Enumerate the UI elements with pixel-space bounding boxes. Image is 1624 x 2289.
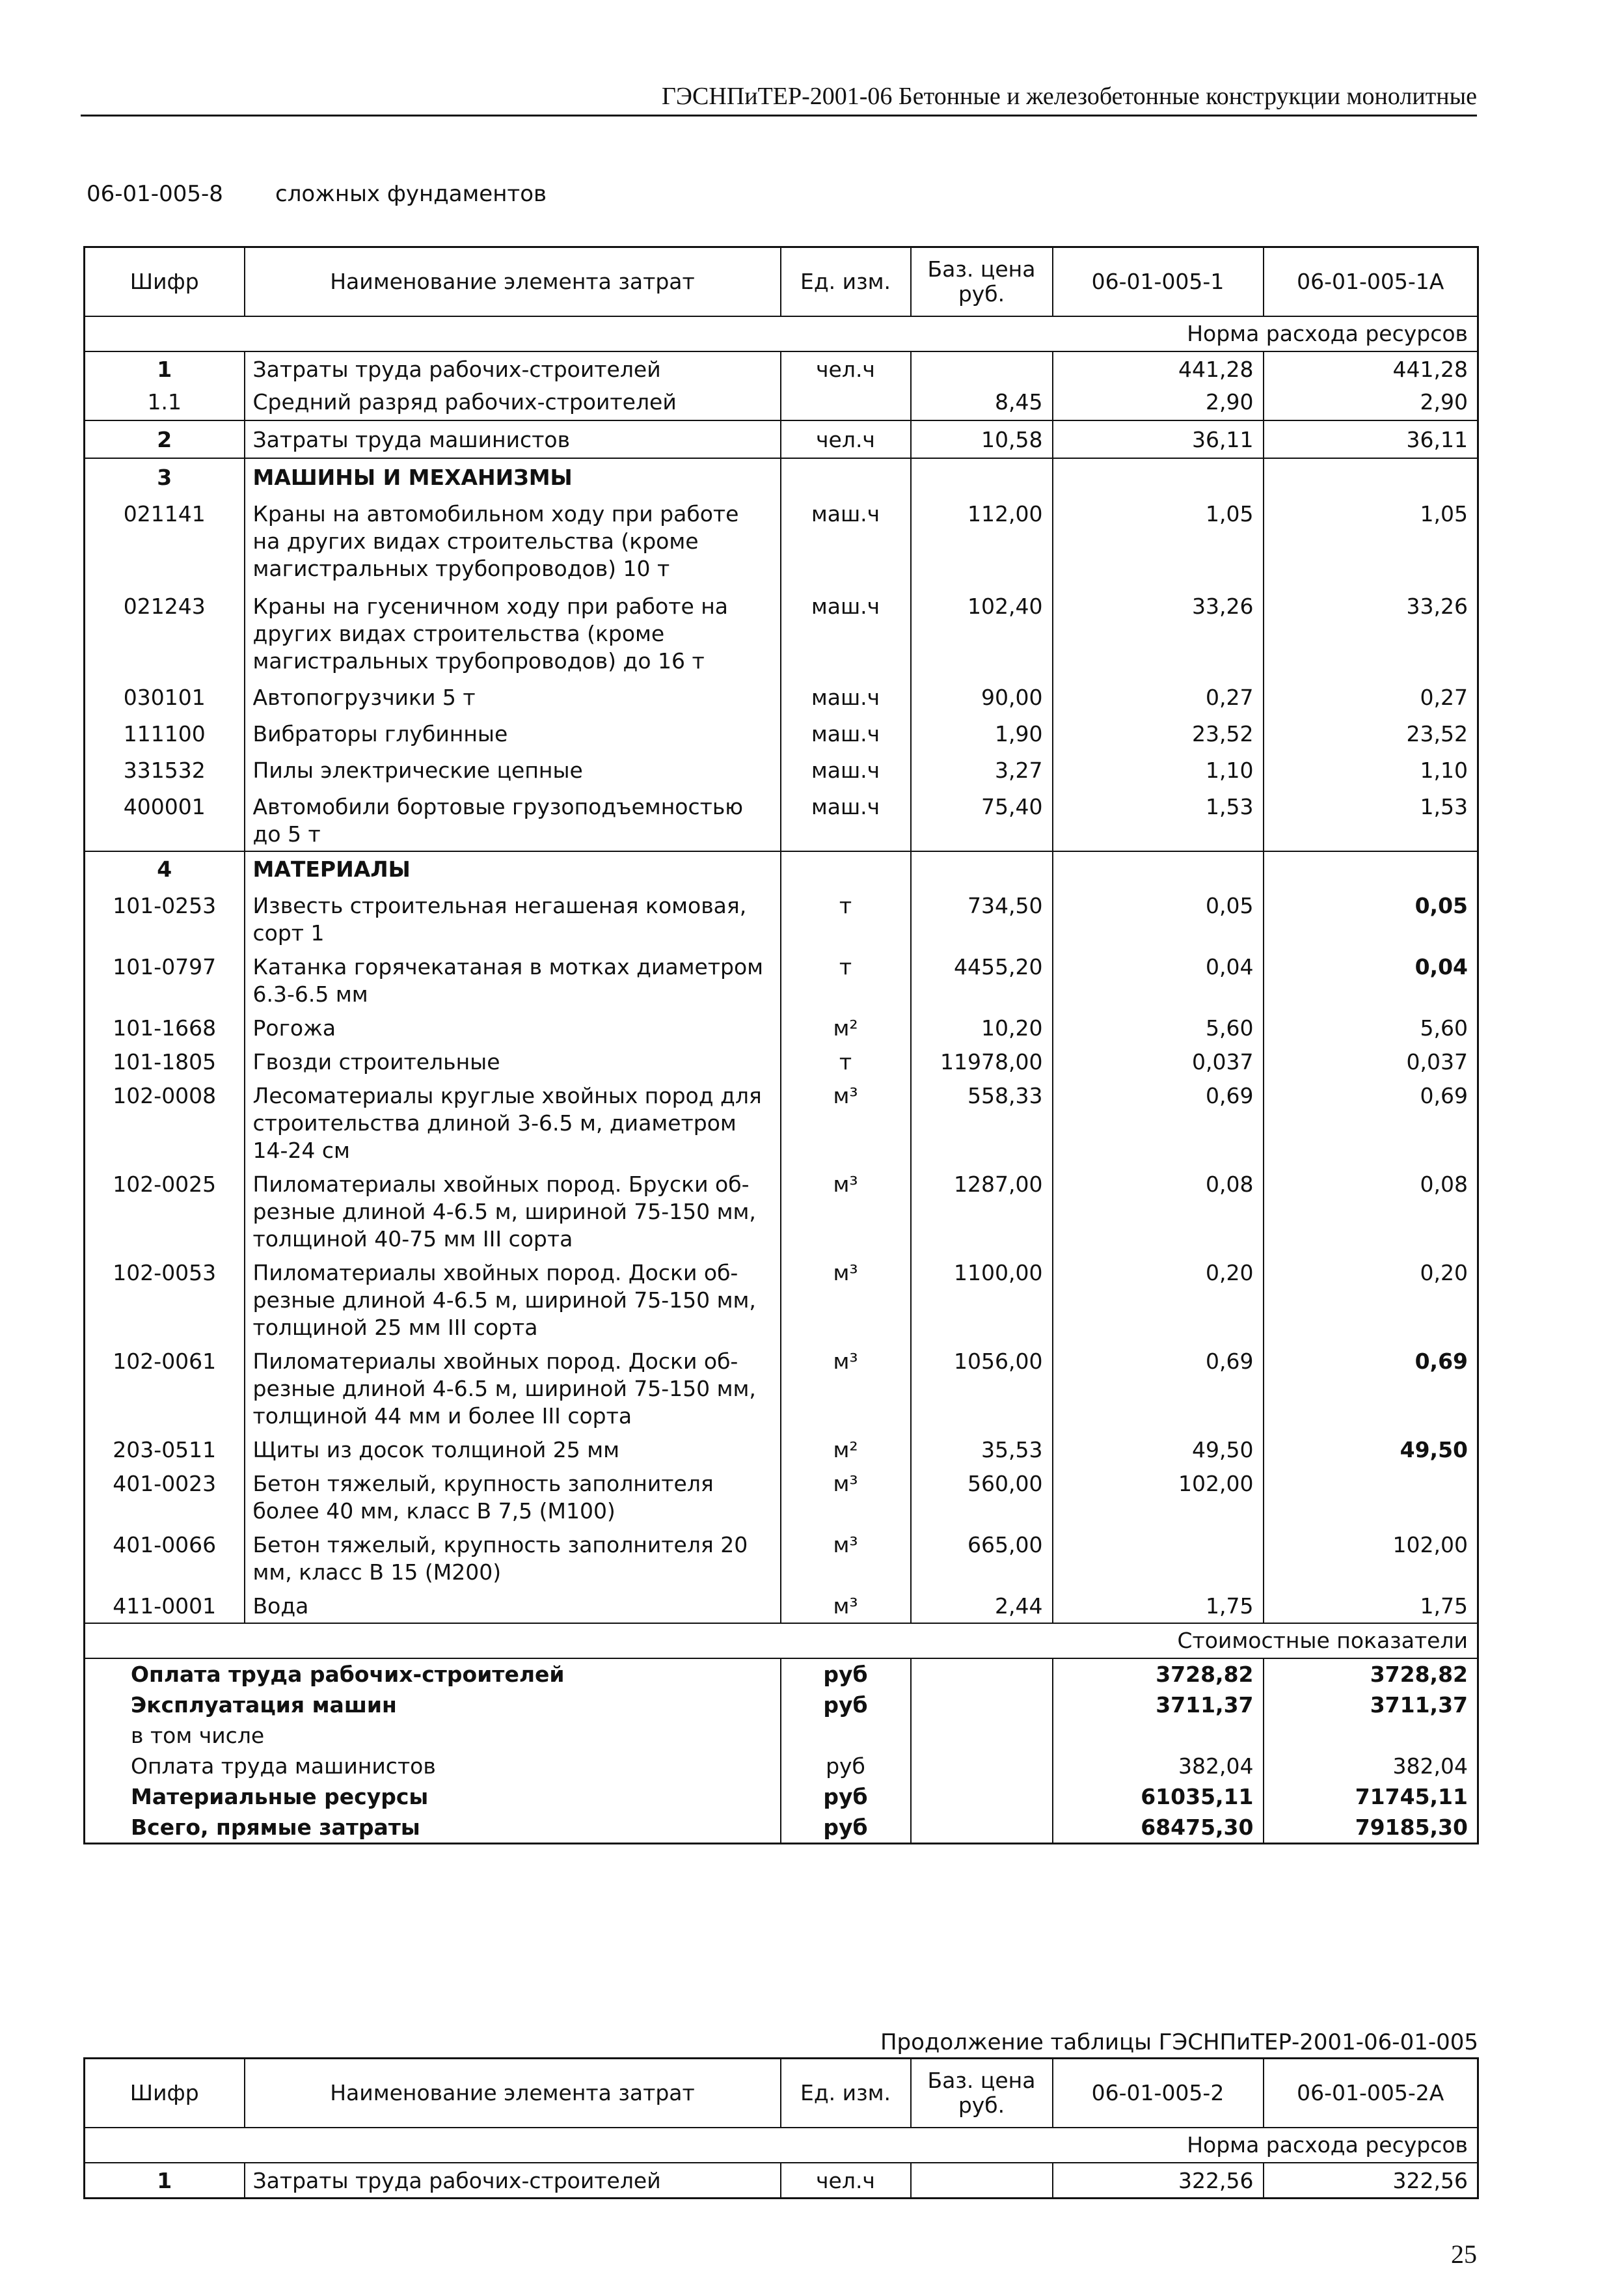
cell-v1: 36,11 bbox=[1053, 420, 1264, 458]
summary-unit: руб bbox=[781, 1658, 911, 1690]
cell-unit: чел.ч bbox=[781, 2163, 911, 2199]
cell-code: 101-1668 bbox=[113, 1015, 217, 1041]
page-header bbox=[81, 77, 1477, 117]
cell-unit: маш.ч bbox=[781, 754, 911, 791]
cell-v1 bbox=[1053, 1528, 1264, 1589]
cell-v2: 49,50 bbox=[1264, 1432, 1478, 1466]
summary-row bbox=[85, 1720, 1478, 1751]
resource-table bbox=[83, 246, 1479, 1844]
cell-v1: 0,04 bbox=[1053, 950, 1264, 1011]
cell-name: Пилы электрические цепные bbox=[245, 754, 781, 791]
cell-unit: маш.ч bbox=[781, 791, 911, 851]
cell-code: 401-0066 bbox=[113, 1532, 217, 1557]
cell-name: Автомобили бортовые грузоподъемностью до 5 т bbox=[245, 791, 781, 851]
summary-row bbox=[85, 1751, 1478, 1781]
cell-v2: 5,60 bbox=[1264, 1011, 1478, 1045]
cell-name: Краны на автомобильном ходу при работе на других видах строительства (кроме магистральных трубопроводов) 10 т bbox=[245, 497, 781, 589]
cell-unit: м² bbox=[781, 1432, 911, 1466]
cell-v2 bbox=[1264, 1466, 1478, 1528]
summary-v2 bbox=[1264, 1720, 1478, 1751]
summary-v2: 3728,82 bbox=[1264, 1658, 1478, 1690]
cell-v2: 1,53 bbox=[1264, 791, 1478, 851]
cell-name: Вода bbox=[245, 1589, 781, 1623]
cell-price: 1287,00 bbox=[911, 1167, 1053, 1255]
cell-price: 1056,00 bbox=[911, 1344, 1053, 1432]
cell-v1: 49,50 bbox=[1053, 1432, 1264, 1466]
cell-v2: 23,52 bbox=[1264, 718, 1478, 754]
table-row bbox=[85, 754, 1478, 791]
cell-v1: 2,90 bbox=[1053, 386, 1264, 420]
summary-unit: руб bbox=[781, 1690, 911, 1720]
cell-code: 030101 bbox=[123, 685, 206, 710]
summary-row bbox=[85, 1690, 1478, 1720]
cell-price: 560,00 bbox=[911, 1466, 1053, 1528]
cell-v2: 322,56 bbox=[1264, 2163, 1478, 2199]
cell-v1: 0,69 bbox=[1053, 1344, 1264, 1432]
summary-label: Оплата труда машинистов bbox=[131, 1753, 436, 1779]
cell-name: Краны на гусеничном ходу при работе на других видах строительства (кроме магистральных трубопроводов) до 16 т bbox=[245, 589, 781, 681]
cell-v2: 441,28 bbox=[1264, 351, 1478, 386]
table-row bbox=[85, 1528, 1478, 1589]
cell-v1: 33,26 bbox=[1053, 589, 1264, 681]
cell-name: Пиломатериалы хвойных пород. Бруски об-резные длиной 4-6.5 м, шириной 75-150 мм, толщиной 40-75 мм III сорта bbox=[245, 1167, 781, 1255]
cell-unit bbox=[781, 386, 911, 420]
cell-unit: маш.ч bbox=[781, 718, 911, 754]
cell-name: Вибраторы глубинные bbox=[245, 718, 781, 754]
cell-code: 1 bbox=[157, 357, 172, 382]
summary-empty bbox=[911, 1812, 1053, 1844]
cell-unit: м³ bbox=[781, 1589, 911, 1623]
table-row bbox=[85, 791, 1478, 851]
cell-v2: 0,69 bbox=[1264, 1344, 1478, 1432]
summary-row bbox=[85, 1658, 1478, 1690]
summary-row bbox=[85, 1812, 1478, 1844]
summary-unit: руб bbox=[781, 1781, 911, 1812]
table-row bbox=[85, 1255, 1478, 1344]
summary-label: Эксплуатация машин bbox=[131, 1692, 397, 1718]
cost-label: Стоимостные показатели bbox=[85, 1623, 1478, 1658]
cell-code: 101-1805 bbox=[113, 1049, 217, 1075]
cell-name: МАТЕРИАЛЫ bbox=[245, 851, 781, 888]
cell-v1: 0,05 bbox=[1053, 888, 1264, 950]
summary-v2: 382,04 bbox=[1264, 1751, 1478, 1781]
table-row bbox=[85, 458, 1478, 497]
summary-unit: руб bbox=[781, 1751, 911, 1781]
table-row bbox=[85, 681, 1478, 718]
cell-code: 1.1 bbox=[85, 386, 245, 420]
cell-price: 10,20 bbox=[911, 1011, 1053, 1045]
section-title bbox=[87, 181, 547, 207]
table-row bbox=[85, 420, 1478, 458]
summary-empty bbox=[911, 1751, 1053, 1781]
norm-label: Норма расхода ресурсов bbox=[85, 2128, 1478, 2163]
summary-label: Всего, прямые затраты bbox=[131, 1815, 420, 1840]
cell-unit: маш.ч bbox=[781, 497, 911, 589]
cell-v2: 0,08 bbox=[1264, 1167, 1478, 1255]
cell-code: 331532 bbox=[123, 758, 206, 783]
cell-v1: 1,05 bbox=[1053, 497, 1264, 589]
cell-name: Средний разряд рабочих-строителей bbox=[245, 386, 781, 420]
cell-v1: 0,20 bbox=[1053, 1255, 1264, 1344]
cell-v1: 1,75 bbox=[1053, 1589, 1264, 1623]
column-header-unit: Ед. изм. bbox=[781, 247, 911, 317]
cell-v2: 0,69 bbox=[1264, 1078, 1478, 1167]
cell-price bbox=[911, 351, 1053, 386]
page-number: 25 bbox=[1451, 2240, 1477, 2269]
cell-price: 734,50 bbox=[911, 888, 1053, 950]
column-header-price: Баз. цена руб. bbox=[911, 247, 1053, 317]
table-row bbox=[85, 1432, 1478, 1466]
section-name: сложных фундаментов bbox=[275, 181, 547, 207]
cell-v2: 0,05 bbox=[1264, 888, 1478, 950]
cell-v2: 0,27 bbox=[1264, 681, 1478, 718]
cell-v2: 1,75 bbox=[1264, 1589, 1478, 1623]
cell-price: 102,40 bbox=[911, 589, 1053, 681]
cell-name: Затраты труда рабочих-строителей bbox=[245, 351, 781, 386]
cell-v1 bbox=[1053, 458, 1264, 497]
cell-price: 75,40 bbox=[911, 791, 1053, 851]
summary-empty bbox=[911, 1720, 1053, 1751]
cell-code: 102-0025 bbox=[113, 1172, 217, 1197]
cell-code: 411-0001 bbox=[85, 1589, 245, 1623]
cell-price bbox=[911, 458, 1053, 497]
table-row bbox=[85, 386, 1478, 420]
cell-unit: м³ bbox=[781, 1344, 911, 1432]
cell-name: Затраты труда рабочих-строителей bbox=[245, 2163, 781, 2199]
summary-v1: 61035,11 bbox=[1053, 1781, 1264, 1812]
summary-v1: 382,04 bbox=[1053, 1751, 1264, 1781]
cell-v2: 1,10 bbox=[1264, 754, 1478, 791]
cell-unit: т bbox=[781, 950, 911, 1011]
summary-label: Материальные ресурсы bbox=[131, 1784, 429, 1809]
cell-unit: м³ bbox=[781, 1078, 911, 1167]
cell-price: 558,33 bbox=[911, 1078, 1053, 1167]
summary-v1: 3728,82 bbox=[1053, 1658, 1264, 1690]
cell-price: 665,00 bbox=[911, 1528, 1053, 1589]
cell-code: 400001 bbox=[85, 791, 245, 851]
summary-v1: 68475,30 bbox=[1053, 1812, 1264, 1844]
cell-code: 401-0023 bbox=[113, 1471, 217, 1496]
cell-price: 112,00 bbox=[911, 497, 1053, 589]
table-row bbox=[85, 1466, 1478, 1528]
cell-v2: 33,26 bbox=[1264, 589, 1478, 681]
cell-name: Гвозди строительные bbox=[245, 1045, 781, 1078]
cell-code: 102-0061 bbox=[113, 1349, 217, 1374]
cell-v2: 2,90 bbox=[1264, 386, 1478, 420]
cell-name: Бетон тяжелый, крупность заполнителя более 40 мм, класс В 7,5 (М100) bbox=[245, 1466, 781, 1528]
cell-price: 11978,00 bbox=[911, 1045, 1053, 1078]
cell-unit bbox=[781, 458, 911, 497]
column-header-v1: 06-01-005-1 bbox=[1053, 247, 1264, 317]
summary-unit bbox=[781, 1720, 911, 1751]
column-header-unit: Ед. изм. bbox=[781, 2059, 911, 2128]
cell-v1: 102,00 bbox=[1053, 1466, 1264, 1528]
cell-v2: 0,20 bbox=[1264, 1255, 1478, 1344]
column-header-name: Наименование элемента затрат bbox=[245, 2059, 781, 2128]
cell-v2: 36,11 bbox=[1264, 420, 1478, 458]
cell-price: 8,45 bbox=[911, 386, 1053, 420]
continuation-title: Продолжение таблицы ГЭСНПиТЕР-2001-06-01-005 bbox=[880, 2029, 1478, 2055]
summary-label: в том числе bbox=[131, 1723, 265, 1748]
column-header-price: Баз. цена руб. bbox=[911, 2059, 1053, 2128]
table-row bbox=[85, 1589, 1478, 1623]
summary-label: Оплата труда рабочих-строителей bbox=[85, 1658, 781, 1690]
cell-v2 bbox=[1264, 851, 1478, 888]
cell-price: 2,44 bbox=[911, 1589, 1053, 1623]
cell-price: 3,27 bbox=[911, 754, 1053, 791]
cell-v1: 5,60 bbox=[1053, 1011, 1264, 1045]
cell-code: 101-0797 bbox=[113, 954, 217, 980]
cell-name: Лесоматериалы круглые хвойных пород для строительства длиной 3-6.5 м, диаметром 14-24 см bbox=[245, 1078, 781, 1167]
cell-v2 bbox=[1264, 458, 1478, 497]
cell-v1: 0,27 bbox=[1053, 681, 1264, 718]
cell-v2: 0,037 bbox=[1264, 1045, 1478, 1078]
table-row bbox=[85, 497, 1478, 589]
cell-v1: 0,037 bbox=[1053, 1045, 1264, 1078]
summary-unit: руб bbox=[781, 1812, 911, 1844]
table-header-row bbox=[85, 247, 1478, 317]
column-header-v2: 06-01-005-2А bbox=[1264, 2059, 1478, 2128]
cell-price bbox=[911, 851, 1053, 888]
cell-v2: 1,05 bbox=[1264, 497, 1478, 589]
summary-empty bbox=[911, 1781, 1053, 1812]
cell-code: 3 bbox=[157, 465, 172, 490]
cell-name: Рогожа bbox=[245, 1011, 781, 1045]
cell-name: Бетон тяжелый, крупность заполнителя 20 мм, класс В 15 (М200) bbox=[245, 1528, 781, 1589]
cell-code: 021243 bbox=[123, 594, 206, 619]
cell-unit: м² bbox=[781, 1011, 911, 1045]
table-row bbox=[85, 718, 1478, 754]
column-header-code: Шифр bbox=[85, 2059, 245, 2128]
cell-unit: маш.ч bbox=[781, 589, 911, 681]
table-row bbox=[85, 888, 1478, 950]
table-row bbox=[85, 950, 1478, 1011]
cell-unit: м³ bbox=[781, 1466, 911, 1528]
cell-v2: 0,04 bbox=[1264, 950, 1478, 1011]
cost-label-row bbox=[85, 1623, 1478, 1658]
cell-price: 10,58 bbox=[911, 420, 1053, 458]
cell-code: 203-0511 bbox=[113, 1437, 217, 1462]
cell-name: МАШИНЫ И МЕХАНИЗМЫ bbox=[245, 458, 781, 497]
cell-code: 2 bbox=[85, 420, 245, 458]
summary-row bbox=[85, 1781, 1478, 1812]
cell-price: 1100,00 bbox=[911, 1255, 1053, 1344]
cell-name: Известь строительная негашеная комовая, сорт 1 bbox=[245, 888, 781, 950]
cell-unit: маш.ч bbox=[781, 681, 911, 718]
norm-label-row bbox=[85, 2128, 1478, 2163]
cell-name: Автопогрузчики 5 т bbox=[245, 681, 781, 718]
cell-v1: 1,10 bbox=[1053, 754, 1264, 791]
document-title: ГЭСНПиТЕР-2001-06 Бетонные и железобетонные конструкции монолитные bbox=[661, 83, 1477, 110]
cell-price: 1,90 bbox=[911, 718, 1053, 754]
cell-code: 111100 bbox=[123, 721, 206, 747]
section-code: 06-01-005-8 bbox=[87, 181, 223, 207]
cell-name: Щиты из досок толщиной 25 мм bbox=[245, 1432, 781, 1466]
column-header-name: Наименование элемента затрат bbox=[245, 247, 781, 317]
column-header-v2: 06-01-005-1А bbox=[1264, 247, 1478, 317]
summary-v1: 3711,37 bbox=[1053, 1690, 1264, 1720]
table-row bbox=[85, 1011, 1478, 1045]
cell-unit: чел.ч bbox=[781, 351, 911, 386]
table-row bbox=[85, 1167, 1478, 1255]
cell-v1: 1,53 bbox=[1053, 791, 1264, 851]
cell-name: Пиломатериалы хвойных пород. Доски об-резные длиной 4-6.5 м, шириной 75-150 мм, толщиной 25 мм III сорта bbox=[245, 1255, 781, 1344]
summary-v2: 71745,11 bbox=[1264, 1781, 1478, 1812]
table-row bbox=[85, 1078, 1478, 1167]
cell-price: 4455,20 bbox=[911, 950, 1053, 1011]
norm-label: Норма расхода ресурсов bbox=[85, 316, 1478, 351]
cell-v2: 102,00 bbox=[1264, 1528, 1478, 1589]
table-row bbox=[85, 1045, 1478, 1078]
norm-label-row bbox=[85, 316, 1478, 351]
cell-name: Пиломатериалы хвойных пород. Доски об-резные длиной 4-6.5 м, шириной 75-150 мм, толщиной 44 мм и более III сорта bbox=[245, 1344, 781, 1432]
cell-code: 1 bbox=[157, 2168, 172, 2193]
cell-v1 bbox=[1053, 851, 1264, 888]
cell-price bbox=[911, 2163, 1053, 2199]
continuation-table bbox=[83, 2057, 1479, 2199]
cell-code: 4 bbox=[157, 857, 172, 882]
column-header-v1: 06-01-005-2 bbox=[1053, 2059, 1264, 2128]
summary-v2: 3711,37 bbox=[1264, 1690, 1478, 1720]
cell-unit bbox=[781, 851, 911, 888]
table-row bbox=[85, 851, 1478, 888]
cell-v1: 0,08 bbox=[1053, 1167, 1264, 1255]
cell-price: 90,00 bbox=[911, 681, 1053, 718]
cell-unit: м³ bbox=[781, 1167, 911, 1255]
cell-name: Затраты труда машинистов bbox=[245, 420, 781, 458]
cell-code: 102-0053 bbox=[113, 1260, 217, 1285]
table-row bbox=[85, 351, 1478, 386]
cell-code: 102-0008 bbox=[113, 1083, 217, 1108]
cell-v1: 23,52 bbox=[1053, 718, 1264, 754]
cell-code: 101-0253 bbox=[113, 893, 217, 918]
cell-v1: 441,28 bbox=[1053, 351, 1264, 386]
cell-code: 021141 bbox=[123, 501, 206, 527]
cell-unit: т bbox=[781, 888, 911, 950]
summary-empty bbox=[911, 1658, 1053, 1690]
cell-unit: м³ bbox=[781, 1528, 911, 1589]
table-row bbox=[85, 589, 1478, 681]
summary-v2: 79185,30 bbox=[1264, 1812, 1478, 1844]
cell-v1: 0,69 bbox=[1053, 1078, 1264, 1167]
cell-price: 35,53 bbox=[911, 1432, 1053, 1466]
cell-unit: чел.ч bbox=[781, 420, 911, 458]
summary-v1 bbox=[1053, 1720, 1264, 1751]
cell-unit: м³ bbox=[781, 1255, 911, 1344]
table-header-row bbox=[85, 2059, 1478, 2128]
cell-v1: 322,56 bbox=[1053, 2163, 1264, 2199]
cell-name: Катанка горячекатаная в мотках диаметром 6.3-6.5 мм bbox=[245, 950, 781, 1011]
table-row bbox=[85, 1344, 1478, 1432]
column-header-code: Шифр bbox=[85, 247, 245, 317]
summary-empty bbox=[911, 1690, 1053, 1720]
cell-unit: т bbox=[781, 1045, 911, 1078]
table-row bbox=[85, 2163, 1478, 2199]
